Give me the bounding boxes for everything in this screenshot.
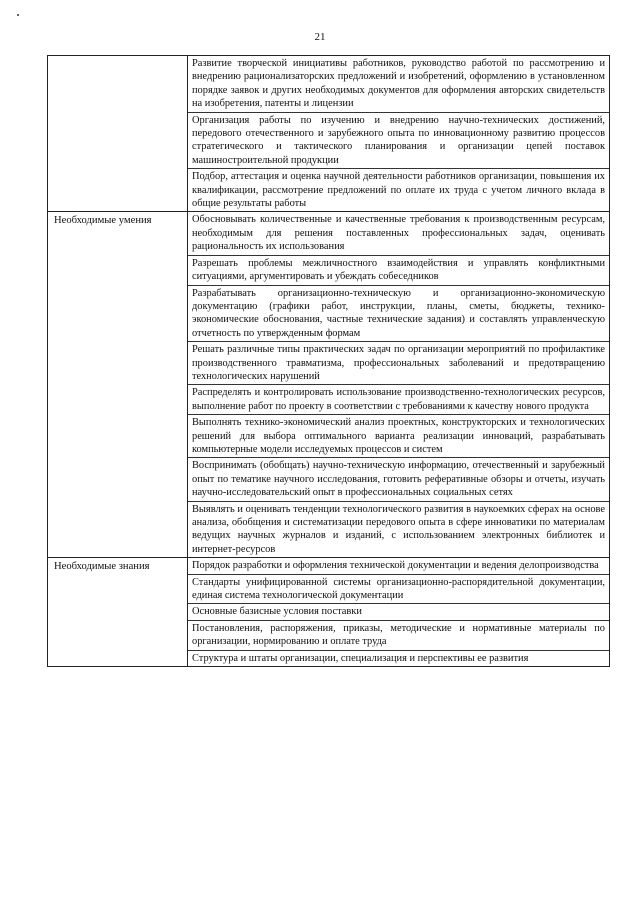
list-item: Разрешать проблемы межличностного взаимодействия и управлять конфликтными ситуациями, аргументировать и убеждать собеседников — [188, 255, 609, 285]
row-label: Необходимые знания — [48, 558, 188, 667]
page-number: 21 — [314, 31, 326, 43]
list-item: Развитие творческой инициативы работников, руководство работой по рассмотрению и внедрению рационализаторских предложений и изобретений, оформлению в установленном порядке заявок и других необходимых документов для оформления авторских свидетельств на изобретения, патенты и лицензии — [192, 58, 605, 110]
list-item: Подбор, аттестация и оценка научной деятельности работников организации, повышения их квалификации, рассмотрение предложений по оплате их труда с учетом личного вклада в общие результаты работы — [188, 168, 609, 211]
list-item: Решать различные типы практических задач по организации мероприятий по профилактике производственного травматизма, профессиональных заболеваний и предотвращению технологических нарушений — [188, 341, 609, 384]
list-item: Выявлять и оценивать тенденции технологического развития в наукоемких сферах на основе анализа, обобщения и систематизации передового опыта в сфере инноватики по материалам ведущих научных журналов и изданий, с использованием электронных библиотек и интернет-ресурсов — [188, 501, 609, 558]
row-label — [48, 56, 188, 212]
row-content — [188, 558, 610, 667]
row-content — [188, 212, 610, 558]
list-item: Порядок разработки и оформления технической документации и ведения делопроизводства — [192, 560, 599, 572]
list-item: Выполнять технико-экономический анализ проектных, конструкторских и технологических решений для выбора оптимального варианта реализации инноваций, разрабатывать компьютерные модели исследуемых процессов и систем — [188, 414, 609, 457]
list-item: Воспринимать (обобщать) научно-техническую информацию, отечественный и зарубежный опыт по тематике научного исследования, готовить реферативные обзоры и отчеты, изучать научно-исследовательский опыт в профессиональных социальных сетях — [188, 457, 609, 500]
list-item: Стандарты унифицированной системы организационно-распорядительной документации, единая система технологической документации — [188, 574, 609, 604]
table-row — [48, 212, 610, 558]
table-row — [48, 56, 610, 212]
scan-speck — [17, 14, 19, 16]
list-item: Разрабатывать организационно-техническую и организационно-экономическую документацию (графики работ, инструкции, планы, сметы, бюджеты, технико-экономические обоснования, частные технические задания) и составлять управленческую отчетность по утвержденным формам — [188, 285, 609, 342]
row-content — [188, 56, 610, 212]
requirements-table — [47, 55, 610, 667]
list-item: Организация работы по изучению и внедрению научно-технических достижений, передового отечественного и зарубежного опыта по инновационному развитию процессов стратегического и тактического планирования и организации цепей поставок машиностроительной продукции — [188, 112, 609, 169]
list-item: Обосновывать количественные и качественные требования к производственным ресурсам, необходимым для решения поставленных профессиональных задач, оценивать рациональность их использования — [192, 214, 605, 253]
table-row — [48, 558, 610, 667]
list-item: Структура и штаты организации, специализация и перспективы ее развития — [188, 650, 609, 666]
list-item: Распределять и контролировать использование производственно-технологических ресурсов, выполнение работ по проекту в соответствии с требованиями к качеству нового продукта — [188, 384, 609, 414]
list-item: Основные базисные условия поставки — [188, 603, 609, 619]
list-item: Постановления, распоряжения, приказы, методические и нормативные материалы по организации, нормированию и оплате труда — [188, 620, 609, 650]
row-label: Необходимые умения — [48, 212, 188, 558]
